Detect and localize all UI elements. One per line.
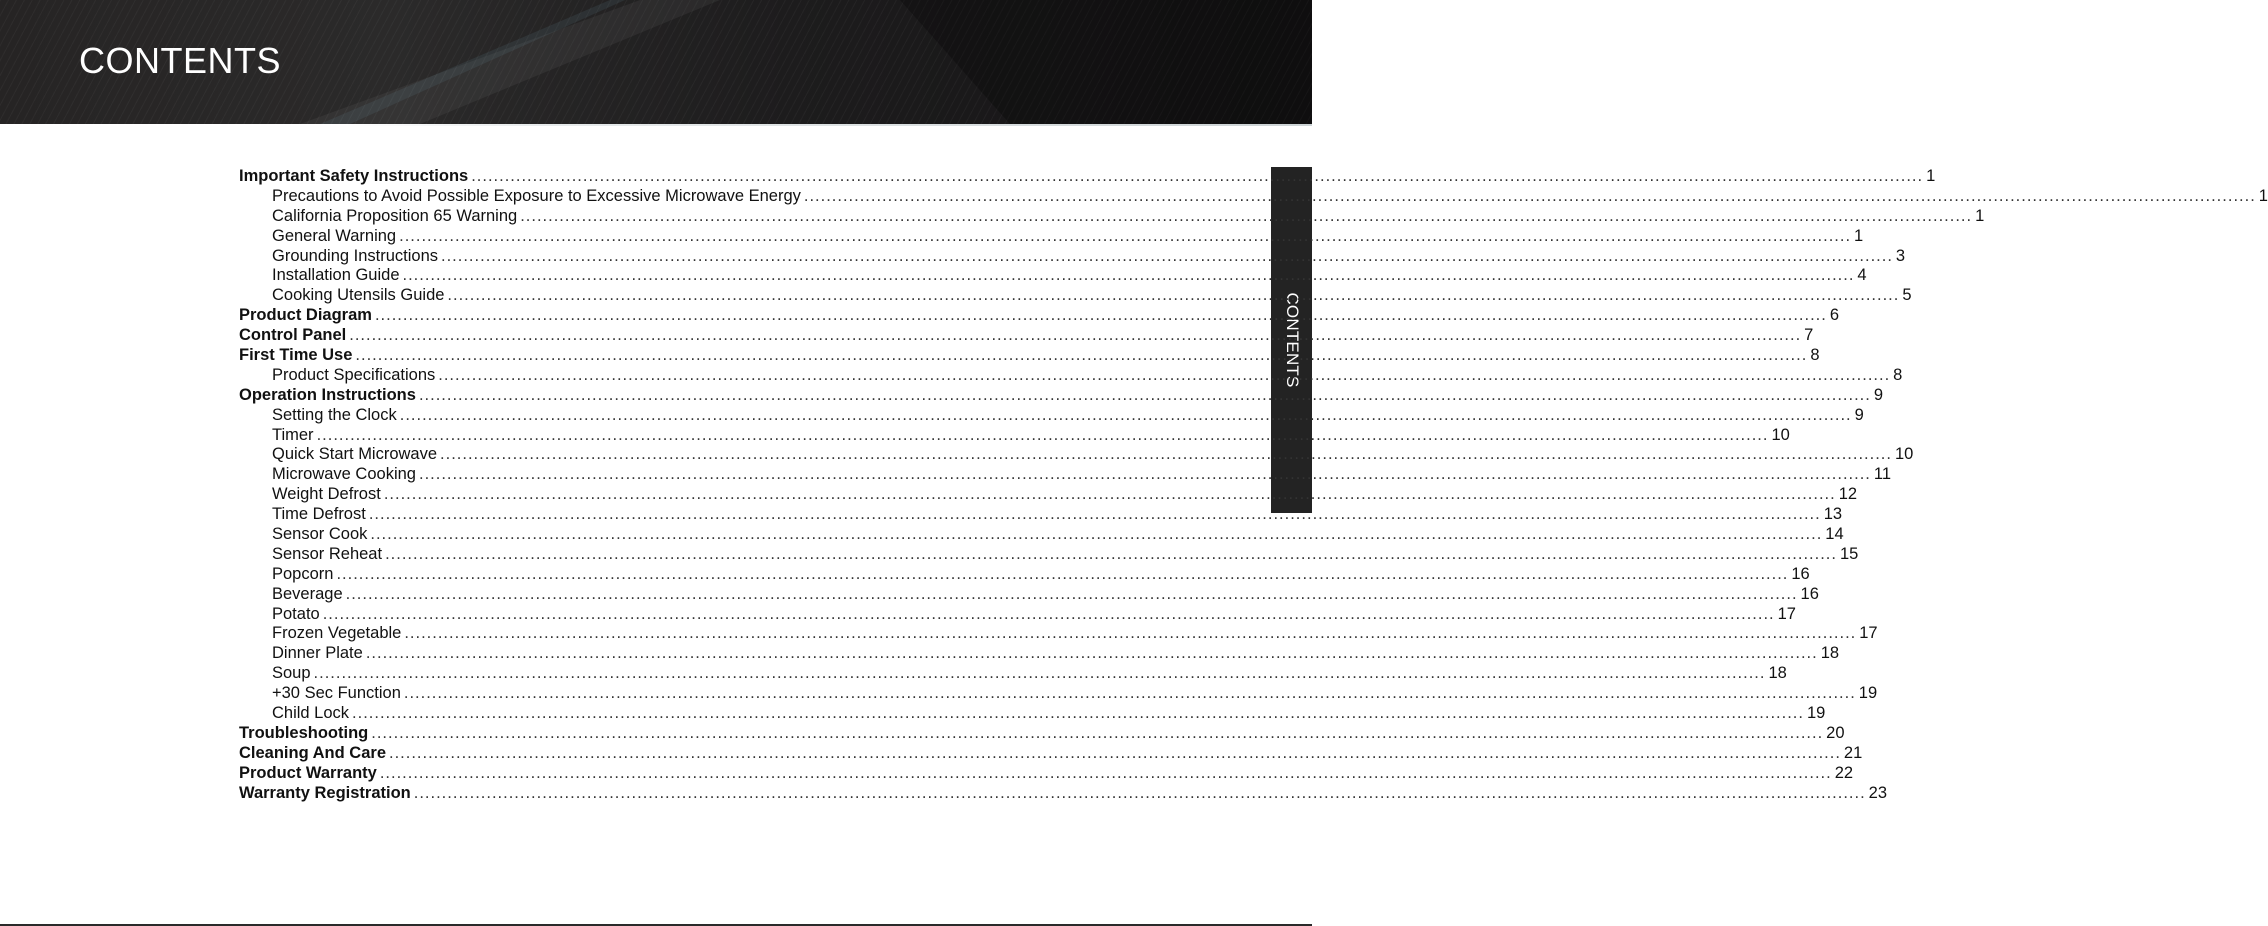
toc-entry-page-number: 19	[1858, 684, 1878, 703]
toc-entry[interactable]	[239, 644, 1840, 664]
toc-dot-leader: ....................................................................................................................................................................................................................................................................	[413, 783, 1866, 802]
toc-entry-title: Operation Instructions	[239, 385, 416, 404]
toc-dot-leader: ....................................................................................................................................................................................................................................................................	[349, 326, 1802, 345]
toc-entry[interactable]	[239, 783, 1888, 804]
toc-entry-title: Soup	[272, 664, 311, 683]
toc-entry[interactable]	[239, 604, 1796, 625]
toc-dot-leader: ....................................................................................................................................................................................................................................................................	[322, 604, 1775, 623]
toc-entry[interactable]	[239, 286, 1912, 306]
header-divider	[345, 124, 1312, 126]
toc-dot-leader: ....................................................................................................................................................................................................................................................................	[365, 644, 1818, 663]
toc-entry-title: Timer	[272, 425, 314, 444]
toc-entry-title: Cleaning And Care	[239, 743, 386, 762]
toc-entry-title: Microwave Cooking	[272, 465, 416, 484]
toc-dot-leader: ....................................................................................................................................................................................................................................................................	[447, 286, 1900, 305]
toc-entry-title: +30 Sec Function	[272, 684, 401, 703]
toc-entry[interactable]	[239, 385, 1884, 406]
toc-entry-page-number: 8	[1810, 346, 1820, 365]
toc-entry-title: Potato	[272, 604, 320, 623]
toc-dot-leader: ....................................................................................................................................................................................................................................................................	[403, 684, 1856, 703]
toc-entry[interactable]	[239, 584, 1819, 605]
toc-entry[interactable]	[239, 624, 1878, 644]
toc-dot-leader: ....................................................................................................................................................................................................................................................................	[402, 266, 1855, 285]
toc-dot-leader: ....................................................................................................................................................................................................................................................................	[316, 425, 1769, 444]
toc-entry-page-number: 10	[1771, 425, 1790, 444]
toc-dot-leader: ....................................................................................................................................................................................................................................................................	[374, 306, 1827, 325]
toc-entry-page-number: 22	[1834, 763, 1854, 782]
toc-entry-page-number: 7	[1804, 326, 1814, 345]
toc-entry[interactable]	[239, 365, 1903, 386]
toc-entry-page-number: 9	[1873, 385, 1884, 404]
toc-entry[interactable]	[239, 266, 1867, 286]
toc-entry-title: General Warning	[272, 226, 397, 245]
toc-entry-title: Setting the Clock	[272, 405, 397, 424]
toc-entry[interactable]	[239, 664, 1787, 684]
toc-entry-title: Beverage	[272, 584, 343, 603]
page-title: CONTENTS	[79, 40, 281, 81]
toc-entry-page-number: 4	[1857, 266, 1867, 285]
toc-entry-page-number: 21	[1843, 743, 1863, 762]
toc-entry-page-number: 17	[1777, 604, 1796, 623]
toc-entry-page-number: 8	[1893, 365, 1903, 384]
toc-entry-page-number: 23	[1868, 783, 1888, 802]
toc-entry[interactable]	[239, 723, 1845, 744]
toc-entry[interactable]	[239, 505, 1843, 525]
toc-entry-page-number: 12	[1838, 485, 1858, 504]
toc-entry-page-number: 9	[1854, 405, 1864, 424]
toc-dot-leader: ....................................................................................................................................................................................................................................................................	[438, 365, 1891, 384]
toc-entry-title: Quick Start Microwave	[272, 445, 438, 464]
toc-entry[interactable]	[239, 186, 2268, 207]
toc-entry-page-number: 16	[1800, 584, 1819, 603]
toc-dot-leader: ....................................................................................................................................................................................................................................................................	[399, 226, 1852, 245]
toc-entry-title: Dinner Plate	[272, 644, 363, 663]
toc-entry-page-number: 1	[1975, 206, 1985, 225]
toc-entry[interactable]	[239, 226, 1864, 247]
toc-entry-page-number: 20	[1826, 723, 1845, 742]
toc-entry[interactable]	[239, 346, 1820, 366]
toc-dot-leader: ....................................................................................................................................................................................................................................................................	[520, 206, 1973, 225]
toc-entry-title: California Proposition 65 Warning	[272, 206, 518, 225]
toc-dot-leader: ....................................................................................................................................................................................................................................................................	[370, 525, 1823, 544]
toc-dot-leader: ....................................................................................................................................................................................................................................................................	[352, 704, 1804, 723]
side-tab-label: CONTENTS	[1282, 292, 1302, 388]
toc-entry[interactable]	[239, 405, 1864, 426]
toc-entry-title: Sensor Reheat	[272, 544, 383, 563]
toc-entry-page-number: 14	[1825, 525, 1844, 544]
toc-entry-title: Weight Defrost	[272, 485, 381, 504]
toc-entry[interactable]	[239, 743, 1863, 764]
toc-entry-title: Cooking Utensils Guide	[272, 286, 445, 305]
toc-dot-leader: ....................................................................................................................................................................................................................................................................	[368, 505, 1821, 524]
toc-dot-leader: ....................................................................................................................................................................................................................................................................	[418, 465, 1871, 484]
toc-entry-title: Installation Guide	[272, 266, 400, 285]
toc-entry[interactable]	[239, 206, 1985, 227]
toc-dot-leader: ....................................................................................................................................................................................................................................................................	[441, 246, 1893, 265]
toc-entry-title: Product Diagram	[239, 306, 372, 325]
toc-dot-leader: ....................................................................................................................................................................................................................................................................	[383, 485, 1836, 504]
toc-dot-leader: ....................................................................................................................................................................................................................................................................	[371, 723, 1824, 742]
toc-entry[interactable]	[239, 326, 1814, 346]
toc-entry[interactable]	[239, 684, 1878, 704]
toc-entry-page-number: 15	[1839, 544, 1859, 563]
toc-dot-leader: ....................................................................................................................................................................................................................................................................	[385, 544, 1837, 563]
toc-entry-title: Warranty Registration	[239, 783, 411, 802]
toc-dot-leader: ....................................................................................................................................................................................................................................................................	[345, 584, 1798, 603]
toc-dot-leader: ....................................................................................................................................................................................................................................................................	[803, 186, 2256, 205]
toc-entry[interactable]	[239, 704, 1826, 724]
toc-entry[interactable]	[239, 485, 1858, 505]
toc-entry[interactable]	[239, 445, 1914, 465]
toc-entry-page-number: 1	[1854, 226, 1864, 245]
toc-entry-title: Control Panel	[239, 326, 347, 345]
toc-entry-title: Child Lock	[272, 704, 350, 723]
toc-dot-leader: ....................................................................................................................................................................................................................................................................	[471, 167, 1924, 185]
toc-dot-leader: ....................................................................................................................................................................................................................................................................	[379, 763, 1832, 782]
toc-entry-page-number: 3	[1895, 246, 1906, 265]
toc-entry[interactable]	[239, 564, 1810, 585]
toc-entry-page-number: 6	[1829, 306, 1840, 325]
toc-entry[interactable]	[239, 306, 1840, 326]
toc-entry-title: Time Defrost	[272, 505, 366, 524]
toc-entry-page-number: 11	[1873, 465, 1892, 484]
toc-dot-leader: ....................................................................................................................................................................................................................................................................	[399, 405, 1852, 424]
toc-entry-title: Grounding Instructions	[272, 246, 439, 265]
toc-dot-leader: ....................................................................................................................................................................................................................................................................	[389, 743, 1841, 762]
toc-entry[interactable]	[239, 544, 1859, 565]
toc-entry-page-number: 19	[1806, 704, 1826, 723]
toc-entry-title: Product Warranty	[239, 763, 377, 782]
toc-entry[interactable]	[239, 763, 1854, 784]
toc-entry-title: Frozen Vegetable	[272, 624, 402, 643]
toc-dot-leader: ....................................................................................................................................................................................................................................................................	[404, 624, 1857, 643]
toc-entry-title: Important Safety Instructions	[239, 167, 469, 185]
toc-entry-page-number: 13	[1823, 505, 1843, 524]
toc-entry-title: Sensor Cook	[272, 525, 368, 544]
toc-dot-leader: ....................................................................................................................................................................................................................................................................	[313, 664, 1766, 683]
toc-entry[interactable]	[239, 465, 1892, 485]
toc-dot-leader: ....................................................................................................................................................................................................................................................................	[355, 346, 1808, 365]
toc-entry-page-number: 1	[1926, 167, 1936, 185]
toc-dot-leader: ....................................................................................................................................................................................................................................................................	[418, 385, 1871, 404]
toc-dot-leader: ....................................................................................................................................................................................................................................................................	[440, 445, 1892, 464]
toc-entry-title: Product Specifications	[272, 365, 436, 384]
toc-entry-page-number: 5	[1902, 286, 1912, 305]
toc-entry[interactable]	[239, 425, 1790, 446]
toc-entry-title: Troubleshooting	[239, 723, 369, 742]
toc-entry-title: First Time Use	[239, 346, 353, 365]
toc-entry-page-number: 16	[1791, 564, 1810, 583]
toc-entry-page-number: 10	[1894, 445, 1914, 464]
toc-entry-page-number: 18	[1820, 644, 1840, 663]
toc-entry-page-number: 17	[1859, 624, 1878, 643]
toc-entry[interactable]	[239, 246, 1906, 267]
toc-entry-page-number: 18	[1768, 664, 1787, 683]
toc-entry[interactable]	[239, 525, 1844, 545]
toc-entry-title: Popcorn	[272, 564, 334, 583]
toc-dot-leader: ....................................................................................................................................................................................................................................................................	[336, 564, 1789, 583]
toc-entry-title: Precautions to Avoid Possible Exposure to Excessive Microwave Energy	[272, 186, 801, 205]
toc-entry[interactable]	[239, 167, 1936, 187]
header-banner	[0, 0, 1312, 124]
toc-entry-page-number: 1	[2258, 186, 2268, 205]
